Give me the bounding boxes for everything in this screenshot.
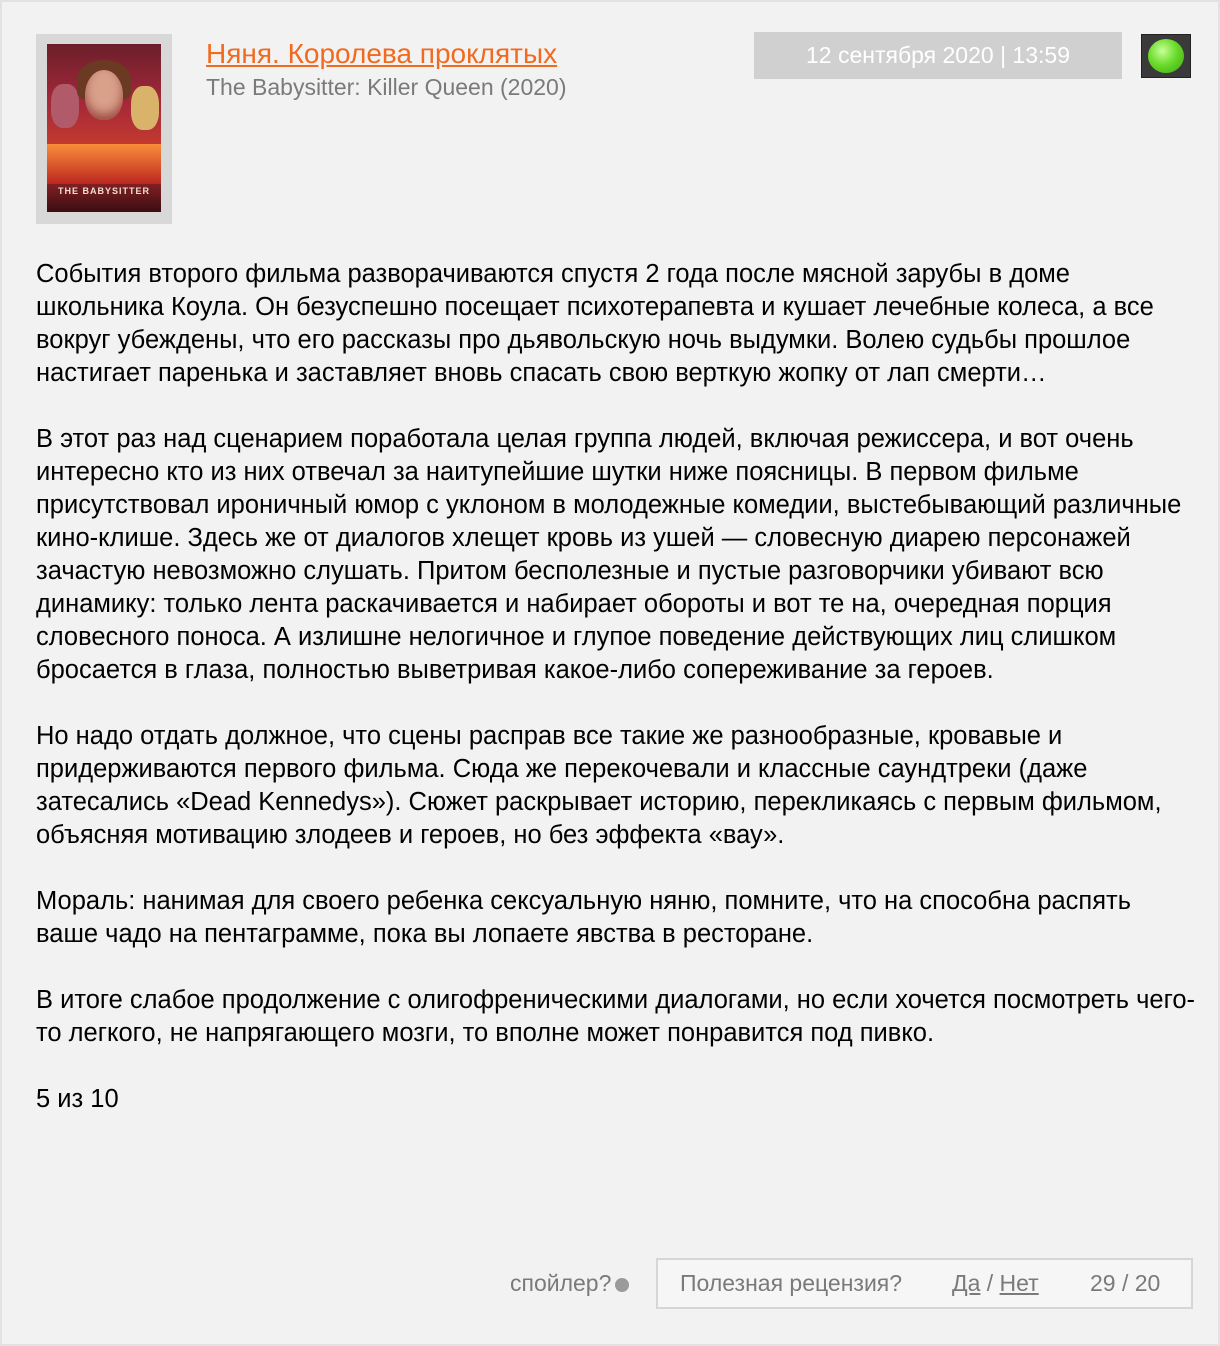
poster-flames — [47, 144, 161, 184]
poster-title: THE BABYSITTER — [57, 186, 150, 196]
vote-no-link[interactable]: Нет — [999, 1270, 1039, 1296]
green-circle-icon — [1141, 34, 1191, 78]
movie-poster[interactable] — [36, 34, 172, 224]
review-body — [36, 258, 1196, 1149]
vote-links — [952, 1260, 1039, 1307]
review-paragraph: В этот раз над сценарием поработала целая группа людей, включая режиссера, и вот очень интересно кто из них отвечал за наитупейшие шутки ниже поясницы. В первом фильме присутствовал ироничный юмор с уклоном в молодежные комедии, выстебывающий различные кино-клише. Здесь же от диалогов хлещет кровь из ушей — словесную диарею персонажей зачастую невозможно слушать. Притом бесполезные и пустые разговорчики убивают всю динамику: только лента раскачивается и набирает обороты и вот те на, очередная порция словесного поноса. А излишне нелогичное и глупое поведение действующих лиц слишком бросается в глаза, полностью выветривая какое-либо сопереживание за героев. — [36, 425, 1182, 684]
spoiler-label: спойлер? — [510, 1270, 612, 1296]
vote-separator: / — [986, 1270, 994, 1296]
status-icon-frame — [1141, 34, 1191, 78]
review-rating: 5 из 10 — [36, 1085, 119, 1113]
poster-figure-left — [51, 84, 79, 128]
review-footer — [2, 1258, 1218, 1308]
poster-image[interactable] — [47, 44, 161, 212]
poster-face — [85, 70, 123, 120]
helpful-label: Полезная рецензия? — [680, 1270, 903, 1296]
review-paragraph: Но надо отдать должное, что сцены расправ все такие же разнообразные, кровавые и придерживаются первого фильма. Сюда же перекочевали и классные саундтреки (даже затесались «Dead Kennedys»). Сюжет раскрывает историю, перекликаясь с первым фильмом, объясняя мотивацию злодеев и героев, но без эффекта «вау». — [36, 722, 1162, 849]
helpful-vote-box — [656, 1258, 1193, 1309]
movie-original-title: The Babysitter: Killer Queen (2020) — [206, 74, 567, 100]
review-paragraph: Мораль: нанимая для своего ребенка сексуальную няню, помните, что на способна распять ваше чадо на пентаграмме, пока вы лопаете явства в ресторане. — [36, 887, 1132, 948]
review-paragraph: События второго фильма разворачиваются спустя 2 года после мясной зарубы в доме школьника Коула. Он безуспешно посещает психотерапевта и кушает лечебные колеса, а все вокруг убеждены, что его рассказы про дьявольскую ночь выдумки. Волею судьбы прошлое настигает паренька и заставляет вновь спасать свою верткую жопку от лап смерти… — [36, 260, 1154, 387]
review-paragraph: В итоге слабое продолжение с олигофреническими диалогами, но если хочется посмотреть чего-то легкого, не напрягающего мозги, то вполне может понравится под пивко. — [36, 986, 1196, 1047]
spoiler-dot-icon — [615, 1278, 629, 1292]
poster-figure-right — [131, 86, 159, 130]
spoiler-toggle[interactable] — [510, 1270, 629, 1297]
vote-count: 29 / 20 — [1090, 1270, 1161, 1296]
vote-yes-link[interactable]: Да — [952, 1270, 981, 1296]
status-dot — [1148, 39, 1184, 73]
movie-title-link[interactable]: Няня. Королева проклятых — [206, 38, 558, 69]
review-date: 12 сентября 2020 | 13:59 — [754, 32, 1122, 79]
